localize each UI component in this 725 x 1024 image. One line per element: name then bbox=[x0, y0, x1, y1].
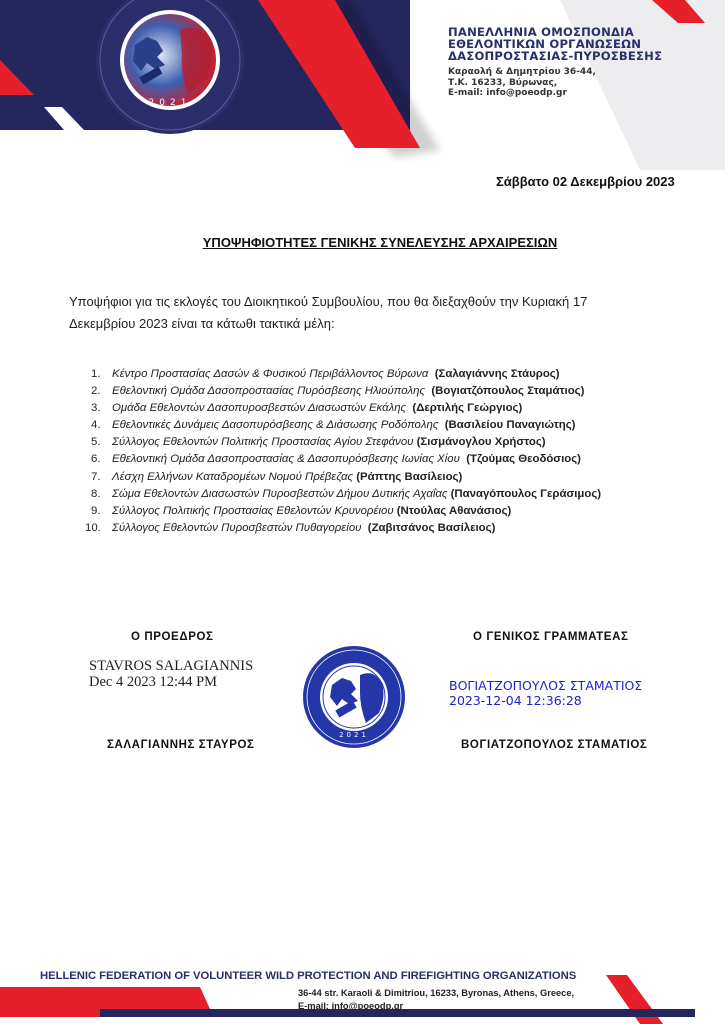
item-number: 8. bbox=[91, 487, 101, 500]
address-line: Καραολή & Δημητρίου 36-44, bbox=[448, 67, 596, 77]
list-item bbox=[91, 417, 711, 434]
president-digital-signature[interactable] bbox=[89, 658, 253, 690]
stamp-year: 2021 bbox=[339, 731, 369, 739]
president-name: ΣΑΛΑΓΙΑΝΝΗΣ ΣΤΑΥΡΟΣ bbox=[107, 739, 255, 751]
candidate-name: (Σαλαγιάννης Στάυρος) bbox=[434, 368, 560, 380]
organization: Σύλλογος Εθελοντών Πυροσβεστών Πυθαγορείου bbox=[112, 521, 362, 534]
organization: Ομάδα Εθελοντών Δασοπυροσβεστών Διασωστών Εκάλης bbox=[112, 402, 407, 415]
org-line: ΔΑΣΟΠΡΟΣΤΑΣΙΑΣ-ΠΥΡΟΣΒΕΣΗΣ bbox=[448, 49, 663, 64]
org-line: ΠΑΝΕΛΛΗΝΙΑ ΟΜΟΣΠΟΝΔΙΑ bbox=[448, 25, 634, 39]
list-item bbox=[91, 486, 711, 503]
official-stamp bbox=[302, 645, 406, 749]
candidate-list bbox=[85, 366, 711, 537]
logo-year: 2021 bbox=[148, 98, 192, 108]
signer-name: ΒΟΓΙΑΤΖΟΠΟΥΛΟΣ ΣΤΑΜΑΤΙΟΣ bbox=[449, 678, 643, 693]
signature-date: Dec 4 2023 12:44 PM bbox=[89, 674, 218, 690]
item-number: 5. bbox=[91, 436, 101, 449]
organization: Εθελοντικές Δυνάμεις Δασοπυρόσβεσης & Διάσωσης Ροδόπολης bbox=[112, 419, 439, 432]
list-item bbox=[91, 503, 711, 520]
address-line: Τ.Κ. 16233, Βύρωνας, bbox=[448, 77, 558, 88]
list-item bbox=[91, 366, 711, 383]
secretary-name: ΒΟΓΙΑΤΖΟΠΟΥΛΟΣ ΣΤΑΜΑΤΙΟΣ bbox=[461, 739, 648, 751]
footer-org-name: HELLENIC FEDERATION OF VOLUNTEER WILD PROTECTION AND FIREFIGHTING ORGANIZATIONS bbox=[40, 970, 577, 982]
organization: Σύλλογος Πολιτικής Προστασίας Εθελοντών Κρυνορέιου bbox=[112, 504, 394, 517]
list-item bbox=[91, 451, 711, 468]
list-item bbox=[85, 520, 711, 537]
list-item bbox=[91, 469, 711, 486]
signature-date: 2023-12-04 12:36:28 bbox=[449, 693, 582, 708]
item-number: 1. bbox=[91, 368, 101, 380]
intro-paragraph: Υποψήφιοι για τις εκλογές του Διοικητικού Συμβουλίου, που θα διεξαχθούν την Κυριακή 17 Δεκεμβρίου 2023 είναι τα κάτωθι τακτικά μέλη: bbox=[69, 294, 588, 331]
item-number: 2. bbox=[91, 385, 101, 398]
president-title: Ο ΠΡΟΕΔΡΟΣ bbox=[131, 631, 214, 643]
list-item bbox=[91, 383, 711, 400]
candidate-name: (Ζαβιτσάνος Βασίλειος) bbox=[367, 521, 496, 534]
candidate-name: (Βογιατζόπουλος Σταμάτιος) bbox=[431, 385, 585, 398]
header-address bbox=[448, 67, 596, 99]
candidate-name: (Ράπτης Βασίλειος) bbox=[356, 470, 463, 483]
organization: Εθελοντική Ομάδα Δασοπροστασίας Πυρόσβεσης Ηλιούπολης bbox=[112, 385, 426, 398]
org-line: ΕΘΕΛΟΝΤΙΚΩΝ ΟΡΓΑΝΩΣΕΩΝ bbox=[448, 37, 642, 52]
item-number: 7. bbox=[91, 470, 101, 483]
item-number: 3. bbox=[91, 402, 101, 415]
candidate-name: (Σισμάνογλου Χρήστος) bbox=[416, 436, 546, 449]
candidate-name: (Ντούλας Αθανάσιος) bbox=[396, 504, 512, 517]
document-title: ΥΠΟΨΗΦΙΟΤΗΤΕΣ ΓΕΝΙΚΗΣ ΣΥΝΕΛΕΥΣΗΣ ΑΡΧΑΙΡΕΣΙΩΝ bbox=[202, 235, 558, 250]
item-number: 9. bbox=[91, 504, 101, 517]
item-number: 6. bbox=[91, 453, 101, 466]
candidate-name: (Παναγόπουλος Γεράσιμος) bbox=[450, 487, 602, 500]
item-number: 4. bbox=[91, 419, 101, 432]
organization: Σώμα Εθελοντών Διασωστών Πυροσβεστών Δήμου Δυτικής Αχαΐας bbox=[112, 487, 448, 500]
organization: Σύλλογος Εθελοντών Πολιτικής Προστασίας Αγίου Στεφάνου bbox=[112, 436, 414, 449]
candidate-name: (Τζούμας Θεοδόσιος) bbox=[466, 453, 581, 466]
candidate-name: (Δερτιλής Γεώργιος) bbox=[412, 402, 523, 415]
secretary-title: Ο ΓΕΝΙΚΟΣ ΓΡΑΜΜΑΤΕΑΣ bbox=[473, 631, 629, 643]
email-line: E-mail: info@poeodp.gr bbox=[448, 88, 567, 98]
candidate-name: (Βασιλείου Παναγιώτης) bbox=[444, 419, 576, 432]
list-item bbox=[91, 434, 711, 451]
organization: Εθελοντική Ομάδα Δασοπροστασίας & Δασοπυρόσβεσης Ιωνίας Χίου bbox=[112, 453, 460, 466]
footer-email-line: E-mail: info@poeodp.gr bbox=[298, 1000, 404, 1011]
footer-address-line: 36-44 str. Karaoli & Dimitriou, 16233, Byronas, Athens, Greece, bbox=[298, 988, 575, 998]
footer-address bbox=[298, 987, 574, 1012]
header-org-name bbox=[448, 26, 662, 63]
organization: Κέντρο Προστασίας Δασών & Φυσικού Περιβάλλοντος Βύρωνα bbox=[112, 368, 429, 380]
document-date: Σάββατο 02 Δεκεμβρίου 2023 bbox=[496, 174, 675, 189]
secretary-digital-signature[interactable] bbox=[449, 678, 642, 708]
signer-name: STAVROS SALAGIANNIS bbox=[89, 658, 254, 674]
item-number: 10. bbox=[85, 521, 101, 534]
list-item bbox=[91, 400, 711, 417]
organization: Λέσχη Ελλήνων Καταδρομέων Νομού Πρέβεζας bbox=[112, 470, 354, 483]
